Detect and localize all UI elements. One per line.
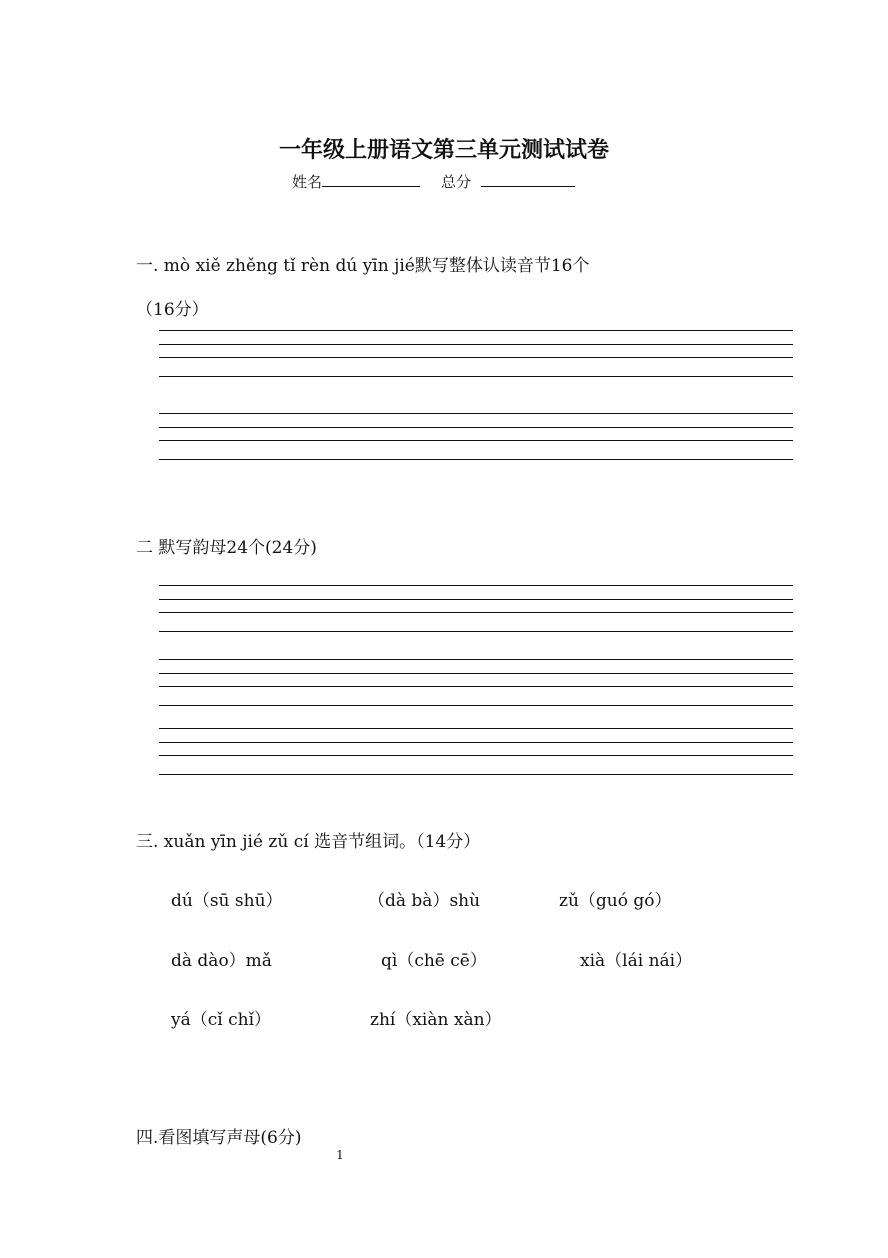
syllable-choice-item: （dà bà）shù xyxy=(368,891,481,911)
syllable-choice-item: qì（chē cē） xyxy=(381,951,487,971)
syllable-choice-item: dú（sū shū） xyxy=(171,891,283,911)
section-2-heading: 二 默写韵母24个(24分) xyxy=(136,538,317,558)
page-title: 一年级上册语文第三单元测试试卷 xyxy=(278,138,609,163)
syllable-choice-item: zǔ（guó gó） xyxy=(559,891,672,911)
score-blank[interactable] xyxy=(481,172,575,187)
section-3-heading: 三. xuǎn yīn jié zǔ cí 选音节组词。（14分） xyxy=(136,832,481,852)
section-1-score: （16分） xyxy=(136,300,209,320)
section-1-heading: 一. mò xiě zhěng tǐ rèn dú yīn jié默写整体认读音节16个 xyxy=(136,256,590,276)
syllable-choice-item: dà dào）mǎ xyxy=(171,951,272,971)
name-field xyxy=(292,171,420,192)
writing-lines[interactable] xyxy=(159,413,793,461)
writing-lines[interactable] xyxy=(159,330,793,378)
name-blank[interactable] xyxy=(322,172,420,187)
writing-lines[interactable] xyxy=(159,659,793,707)
syllable-choice-item: xià（lái nái） xyxy=(580,951,693,971)
page-number: 1 xyxy=(336,1148,344,1162)
name-label: 姓名 xyxy=(292,173,323,191)
score-label: 总分 xyxy=(441,173,472,191)
writing-lines[interactable] xyxy=(159,728,793,776)
syllable-choice-item: zhí（xiàn xàn） xyxy=(370,1010,502,1030)
writing-lines[interactable] xyxy=(159,585,793,633)
score-field xyxy=(441,171,575,192)
syllable-choice-item: yá（cǐ chǐ） xyxy=(171,1010,272,1030)
section-4-heading: 四.看图填写声母(6分) xyxy=(136,1128,302,1148)
